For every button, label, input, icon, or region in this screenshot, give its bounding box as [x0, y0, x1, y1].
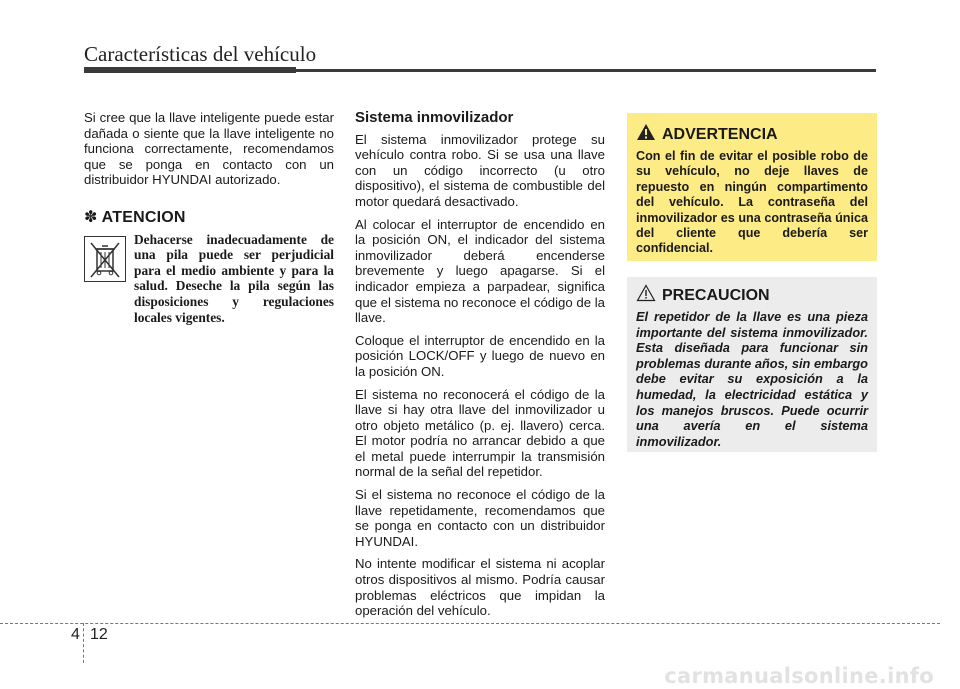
attention-heading [84, 210, 334, 226]
immobilizer-paragraph: No intente modificar el sistema ni acoplar otros dispositivos al mismo. Podría causar problemas eléctricos que impidan la operación del vehículo. [355, 556, 605, 619]
warning-title-row [636, 123, 868, 146]
caution-box [627, 277, 877, 452]
attention-text: Dehacerse inadecuadamente de una pila puede ser perjudicial para el medio ambiente y para la salud. Deseche la pila según las disposiciones y regulaciones locales vigentes. [134, 231, 334, 325]
warning-text: Con el fin de evitar el posible robo de su vehículo, no deje llaves de repuesto en ningún compartimento del vehículo. La contraseña del inmovilizador es una contraseña única del cliente que debería ser confidencial. [636, 149, 868, 256]
immobilizer-paragraph: Si el sistema no reconoce el código de la llave repetidamente, recomendamos que se ponga en contacto con un distribuidor HYUNDAI. [355, 487, 605, 549]
warning-box [627, 113, 877, 261]
immobilizer-paragraph: Coloque el interruptor de encendido en la posición LOCK/OFF y luego de nuevo en la posición ON. [355, 332, 605, 379]
page-number: 12 [90, 626, 108, 643]
attention-title: ATENCION [101, 208, 186, 226]
immobilizer-paragraph: El sistema inmovilizador protege su vehículo contra robo. Si se usa una llave con un código incorrecto (u otro dispositivo), el sistema de combustible del motor quedará desactivado. [355, 131, 605, 209]
chapter-number: 4 [71, 626, 80, 643]
page-header-title: Características del vehículo [84, 42, 317, 66]
crossed-out-bin-icon [84, 236, 126, 282]
attention-body [84, 232, 334, 332]
column-middle [355, 110, 605, 626]
warning-title: ADVERTENCIA [662, 125, 778, 143]
smart-key-intro-paragraph: Si cree que la llave inteligente puede estar dañada o siente que la llave inteligente no funciona correctamente, recomendamos que se ponga en contacto con un distribuidor HYUNDAI autorizado. [84, 110, 334, 188]
column-left [84, 110, 334, 332]
caution-text: El repetidor de la llave es una pieza importante del sistema inmovilizador. Esta diseñada para funcionar sin problemas durante años, sin embargo debe evitar su exposición a la humedad, la electricidad estática y los manejos bruscos. Puede ocurrir una avería en el sistema inmovilizador. [636, 309, 868, 449]
watermark: carmanualsonline.info [664, 664, 934, 688]
caution-title: PRECAUCION [662, 286, 770, 304]
footer-divider [0, 623, 940, 624]
attention-symbol: ✽ [84, 208, 98, 226]
immobilizer-paragraph: El sistema no reconocerá el código de la llave si hay otra llave del inmovilizador u otro objeto metálico (p. ej. llavero) cerca. El motor podría no arrancar debido a que el metal puede interrumpir la transmisión normal de la señal del repetidor. [355, 386, 605, 480]
immobilizer-paragraph: Al colocar el interruptor de encendido en la posición ON, el indicador del sistema inmovilizador deberá encenderse brevemente y luego apagarse. Si el indicador empieza a parpadear, significa que el sistema no reconoce el código de la llave. [355, 216, 605, 326]
header-rule [84, 69, 876, 72]
caution-title-row [636, 284, 868, 307]
warning-triangle-filled-icon [636, 123, 656, 146]
immobilizer-heading: Sistema inmovilizador [355, 109, 514, 126]
warning-triangle-outline-icon [636, 284, 656, 307]
footer-vertical-divider [83, 623, 84, 663]
